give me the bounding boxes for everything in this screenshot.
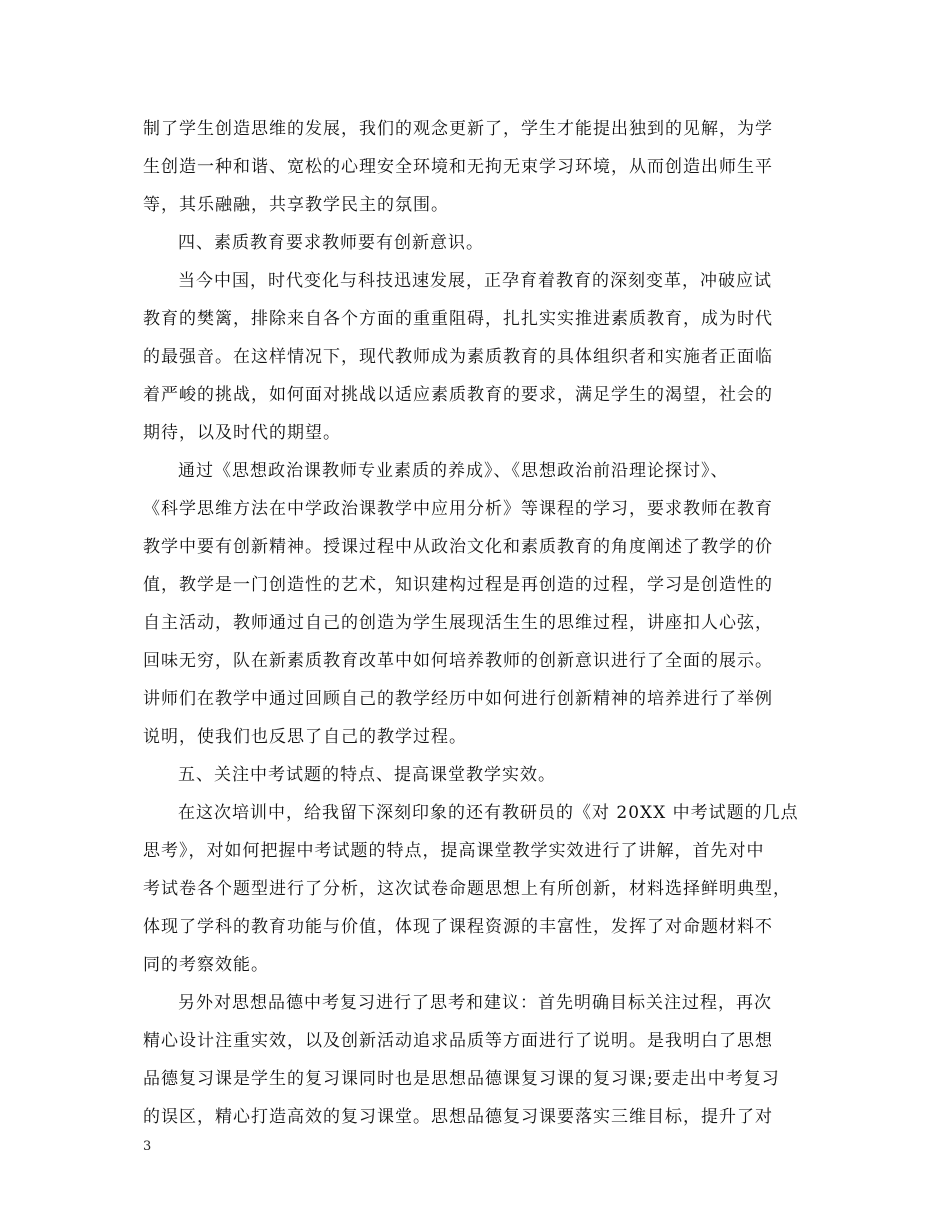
text-line: 品德复习课是学生的复习课同时也是思想品德课复习课的复习课;要走出中考复习	[143, 1069, 780, 1089]
text-line: 考试卷各个题型进行了分析，这次试卷命题思想上有所创新，材料选择鲜明典型，	[143, 879, 791, 899]
text-line: 期待，以及时代的期望。	[143, 423, 341, 443]
text-line: 思考》，对如何把握中考试题的特点，提高课堂教学实效进行了讲解，首先对中	[143, 841, 765, 861]
text-line: 体现了学科的教育功能与价值，体现了课程资源的丰富性，发挥了对命题材料不	[143, 917, 773, 937]
text-line: 等，其乐融融，共享教学民主的氛围。	[143, 195, 449, 215]
text-line: 值，教学是一门创造性的艺术，知识建构过程是再创造的过程，学习是创造性的	[143, 575, 773, 595]
text-line: 自主活动，教师通过自己的创造为学生展现活生生的思维过程，讲座扣人心弦，	[143, 613, 773, 633]
text-line: 讲师们在教学中通过回顾自己的教学经历中如何进行创新精神的培养进行了举例	[143, 689, 773, 709]
text-line: 制了学生创造思维的发展，我们的观念更新了，学生才能提出独到的见解，为学	[143, 119, 773, 139]
section-heading: 四、素质教育要求教师要有创新意识。	[178, 233, 484, 253]
text-line: 在这次培训中，给我留下深刻印象的还有教研员的《对 20XX 中考试题的几点	[178, 803, 799, 823]
text-line: 当今中国，时代变化与科技迅速发展，正孕育着教育的深刻变革，冲破应试	[178, 271, 772, 291]
text-line: 的最强音。在这样情况下，现代教师成为素质教育的具体组织者和实施者正面临	[143, 347, 773, 367]
text-line: 说明，使我们也反思了自己的教学过程。	[143, 727, 467, 747]
section-heading: 五、关注中考试题的特点、提高课堂教学实效。	[178, 765, 556, 785]
page-number: 3	[143, 1139, 152, 1154]
text-line: 着严峻的挑战，如何面对挑战以适应素质教育的要求，满足学生的渴望，社会的	[143, 385, 773, 405]
text-line: 通过《思想政治课教师专业素质的养成》、《思想政治前沿理论探讨》、	[178, 461, 729, 481]
text-line: 教育的樊篱，排除来自各个方面的重重阻碍，扎扎实实推进素质教育，成为时代	[143, 309, 773, 329]
text-line: 另外对思想品德中考复习进行了思考和建议：首先明确目标关注过程，再次	[178, 993, 772, 1013]
text-line: 教学中要有创新精神。授课过程中从政治文化和素质教育的角度阐述了教学的价	[143, 537, 773, 557]
text-line: 生创造一种和谐、宽松的心理安全环境和无拘无束学习环境，从而创造出师生平	[143, 157, 773, 177]
text-line: 的误区，精心打造高效的复习课堂。思想品德复习课要落实三维目标，提升了对	[143, 1107, 773, 1127]
text-line: 精心设计注重实效，以及创新活动追求品质等方面进行了说明。是我明白了思想	[143, 1031, 773, 1051]
text-line: 同的考察效能。	[143, 955, 269, 975]
text-line: 回味无穷，队在新素质教育改革中如何培养教师的创新意识进行了全面的展示。	[143, 651, 773, 671]
text-line: 《科学思维方法在中学政治课教学中应用分析》等课程的学习，要求教师在教育	[143, 499, 773, 519]
